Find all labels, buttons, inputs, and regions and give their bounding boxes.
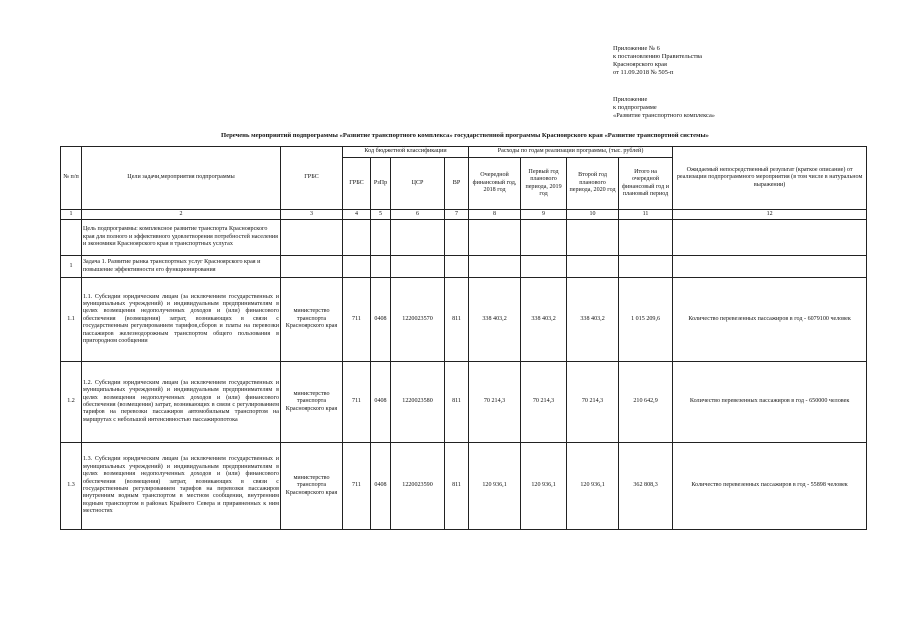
- row-vr: 811: [445, 362, 469, 443]
- table-row: [61, 278, 867, 362]
- row-code-grbs: 711: [343, 362, 371, 443]
- row-2020: 338 403,2: [567, 278, 619, 362]
- row-rzpr: 0408: [371, 443, 391, 530]
- appendix-line: Красноярского края: [613, 61, 667, 68]
- header-expenses-group: Расходы по годам реализации программы, (тыс. рублей): [469, 147, 673, 158]
- column-number: 2: [82, 210, 281, 220]
- row-2019: 70 214,3: [521, 362, 567, 443]
- goal-row: [61, 220, 867, 256]
- column-number: 1: [61, 210, 82, 220]
- row-grbs: министерство транспорта Красноярского края: [281, 278, 343, 362]
- column-number: 11: [619, 210, 673, 220]
- header-num: № п/п: [61, 147, 82, 210]
- header-goals: Цели задачи,мероприятия подпрограммы: [82, 147, 281, 210]
- column-number: 4: [343, 210, 371, 220]
- appendix-line: к постановлению Правительства: [613, 53, 703, 60]
- header-kbk-vr: ВР: [445, 158, 469, 210]
- row-result: Количество перевезенных пассажиров в год - 55898 человек: [673, 443, 867, 530]
- row-csr: 1220023580: [391, 362, 445, 443]
- row-2020: 120 936,1: [567, 443, 619, 530]
- measures-table: [60, 146, 867, 530]
- row-grbs: министерство транспорта Красноярского края: [281, 443, 343, 530]
- column-number: 7: [445, 210, 469, 220]
- table-row: [61, 443, 867, 530]
- header-expenses-total: Итого на очередной финансовый год и плановый период: [619, 158, 673, 210]
- header-kbk-csr: ЦСР: [391, 158, 445, 210]
- row-text: 1.2. Субсидии юридическим лицам (за исключением государственных и муниципальных учреждений) и индивидуальным предпринимателям в целях возмещения недополученных доходов и (или) финансового обеспечения (возмещения) затрат, возникающих в связи с регулированием тарифов на перевозки пассажиров автомобильным транспортом на маршрутах с небольшой интенсивностью пассажиропотока: [82, 362, 281, 443]
- column-number: 5: [371, 210, 391, 220]
- row-2018: 338 403,2: [469, 278, 521, 362]
- header-expenses-2020: Второй год планового периода, 2020 год: [567, 158, 619, 210]
- header-expenses-2018: Очередной финансовый год, 2018 год: [469, 158, 521, 210]
- row-2018: 70 214,3: [469, 362, 521, 443]
- table-row: [61, 362, 867, 443]
- task-num: 1: [61, 256, 82, 278]
- goal-text: Цель подпрограммы: комплексное развитие транспорта Красноярского края для полного и эффективного удовлетворения потребностей населения и экономики Красноярского края в транспортных услугах: [82, 220, 281, 256]
- row-rzpr: 0408: [371, 362, 391, 443]
- appendix-header-second: [613, 96, 853, 120]
- column-number: 12: [673, 210, 867, 220]
- row-2019: 338 403,2: [521, 278, 567, 362]
- header-kbk-grbs: ГРБС: [343, 158, 371, 210]
- document-title: Перечень мероприятий подпрограммы «Развитие транспортного комплекса» государственной программы Красноярского края «Развитие транспортной системы»: [221, 132, 709, 139]
- row-code-grbs: 711: [343, 443, 371, 530]
- row-vr: 811: [445, 443, 469, 530]
- row-result: Количество перевезенных пассажиров в год - 650000 человек: [673, 362, 867, 443]
- task-row: [61, 256, 867, 278]
- row-code-grbs: 711: [343, 278, 371, 362]
- task-text: Задача 1. Развитие рынка транспортных услуг Красноярского края и повышение эффективности его функционирования: [82, 256, 281, 278]
- row-num: 1.3: [61, 443, 82, 530]
- row-vr: 811: [445, 278, 469, 362]
- row-csr: 1220023570: [391, 278, 445, 362]
- appendix-line: Приложение № 6: [613, 45, 660, 52]
- column-number: 8: [469, 210, 521, 220]
- row-grbs: министерство транспорта Красноярского края: [281, 362, 343, 443]
- header-grbs: ГРБС: [281, 147, 343, 210]
- column-number: 10: [567, 210, 619, 220]
- row-csr: 1220023590: [391, 443, 445, 530]
- row-text: 1.3. Субсидии юридическим лицам (за исключением государственных и муниципальных учреждений) и индивидуальным предпринимателям в целях возмещения недополученных доходов и (или) финансового обеспечения (возмещения) затрат, возникающих в связи с государственным регулированием тарифов на перевозки пассажиров внутренним водным транспортом в местном сообщении, внутренним водным транспортом в районах Крайнего Севера и приравненных к ним местностях: [82, 443, 281, 530]
- row-rzpr: 0408: [371, 278, 391, 362]
- header-kbk-rzpr: РзПр: [371, 158, 391, 210]
- row-2019: 120 936,1: [521, 443, 567, 530]
- header-result: Ожидаемый непосредственный результат (краткое описание) от реализации подпрограммного мероприятия (в том числе в натуральном выражении): [673, 147, 867, 210]
- column-number: 3: [281, 210, 343, 220]
- row-total: 362 808,3: [619, 443, 673, 530]
- row-total: 210 642,9: [619, 362, 673, 443]
- header-kbk-group: Код бюджетной классификации: [343, 147, 469, 158]
- column-number: 6: [391, 210, 445, 220]
- appendix-line: от 11.09.2018 № 505-п: [613, 69, 674, 76]
- appendix-header-top: [613, 45, 853, 77]
- header-expenses-2019: Первый год планового периода, 2019 год: [521, 158, 567, 210]
- row-2018: 120 936,1: [469, 443, 521, 530]
- column-number: 9: [521, 210, 567, 220]
- appendix-line: Приложение: [613, 96, 648, 103]
- row-num: 1.2: [61, 362, 82, 443]
- row-total: 1 015 209,6: [619, 278, 673, 362]
- appendix-line: к подпрограмме: [613, 104, 657, 111]
- appendix-line: «Развитие транспортного комплекса»: [613, 112, 715, 119]
- row-result: Количество перевезенных пассажиров в год - 6079100 человек: [673, 278, 867, 362]
- row-2020: 70 214,3: [567, 362, 619, 443]
- row-text: 1.1. Субсидии юридическим лицам (за исключением государственных и муниципальных учреждений) и индивидуальным предпринимателям в целях возмещения недополученных доходов и (или) финансового обеспечения (возмещения) затрат, возникающих в связи с государственным регулированием тарифов,сборов и платы на перевозки пассажиров железнодорожным транспортом общего пользования в пригородном сообщении: [82, 278, 281, 362]
- row-num: 1.1: [61, 278, 82, 362]
